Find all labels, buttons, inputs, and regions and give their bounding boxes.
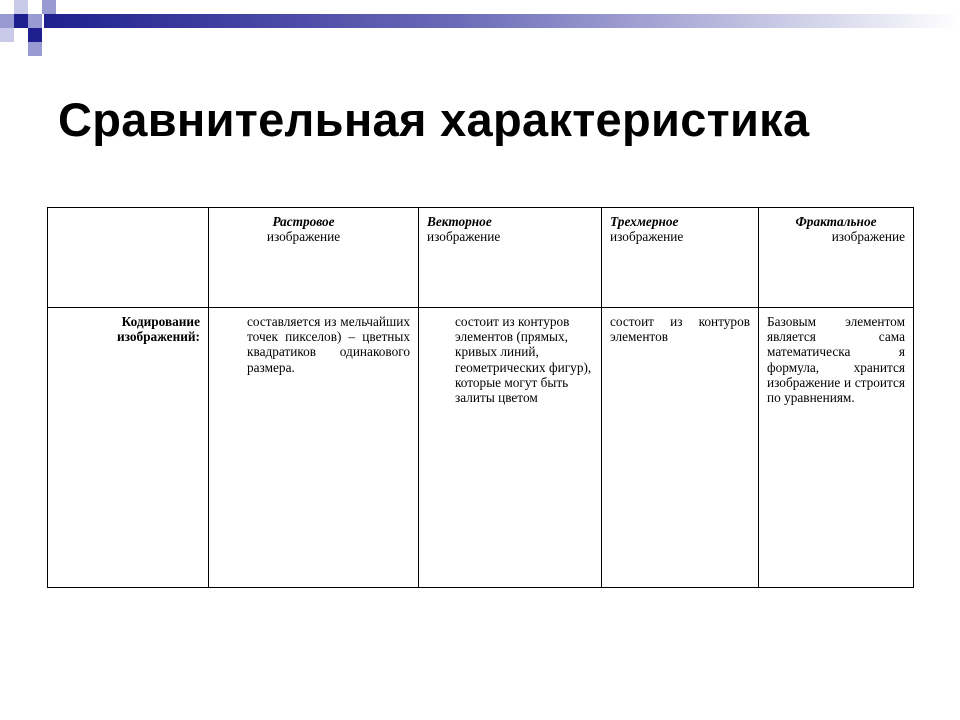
header-3d-title: Трехмерное xyxy=(610,214,679,229)
row-label-encoding: Кодирование изображений: xyxy=(48,308,209,588)
deco-square xyxy=(0,28,14,42)
header-decoration xyxy=(0,0,960,60)
cell-vector: состоит из контуров элементов (прямых, кривых линий, геометрических фигур), которые могут быть залиты цветом xyxy=(419,308,602,588)
deco-square xyxy=(28,0,42,14)
header-3d-subtitle: изображение xyxy=(610,229,684,245)
slide-title: Сравнительная характеристика xyxy=(58,93,810,146)
header-vector xyxy=(419,208,602,308)
header-fractal xyxy=(759,208,914,308)
header-vector-title: Векторное xyxy=(427,214,492,229)
deco-square xyxy=(28,28,42,42)
header-fractal-subtitle: изображение xyxy=(831,229,905,245)
deco-square xyxy=(14,28,28,42)
header-raster-title: Растровое xyxy=(272,214,335,229)
deco-square xyxy=(0,0,14,14)
cell-raster: составляется из мельчайших точек пикселов) – цветных квадратиков одинакового размера. xyxy=(209,308,419,588)
deco-square xyxy=(14,0,28,14)
cell-fractal: Базовым элементом является сама математическа я формула, хранится изображение и строится по уравнениям. xyxy=(759,308,914,588)
deco-square xyxy=(28,42,42,56)
header-row xyxy=(48,208,914,308)
deco-square xyxy=(28,14,42,28)
table-row xyxy=(48,308,914,588)
deco-square xyxy=(42,0,56,14)
header-3d xyxy=(602,208,759,308)
header-vector-subtitle: изображение xyxy=(427,229,501,245)
comparison-table xyxy=(47,207,914,588)
header-raster xyxy=(209,208,419,308)
cell-3d: состоит из контуров элементов xyxy=(602,308,759,588)
header-fractal-title: Фрактальное xyxy=(795,214,877,229)
header-gradient-bar xyxy=(44,14,960,28)
deco-square xyxy=(0,14,14,28)
corner-cell xyxy=(48,208,209,308)
deco-square xyxy=(14,14,28,28)
header-raster-subtitle: изображение xyxy=(266,229,341,245)
